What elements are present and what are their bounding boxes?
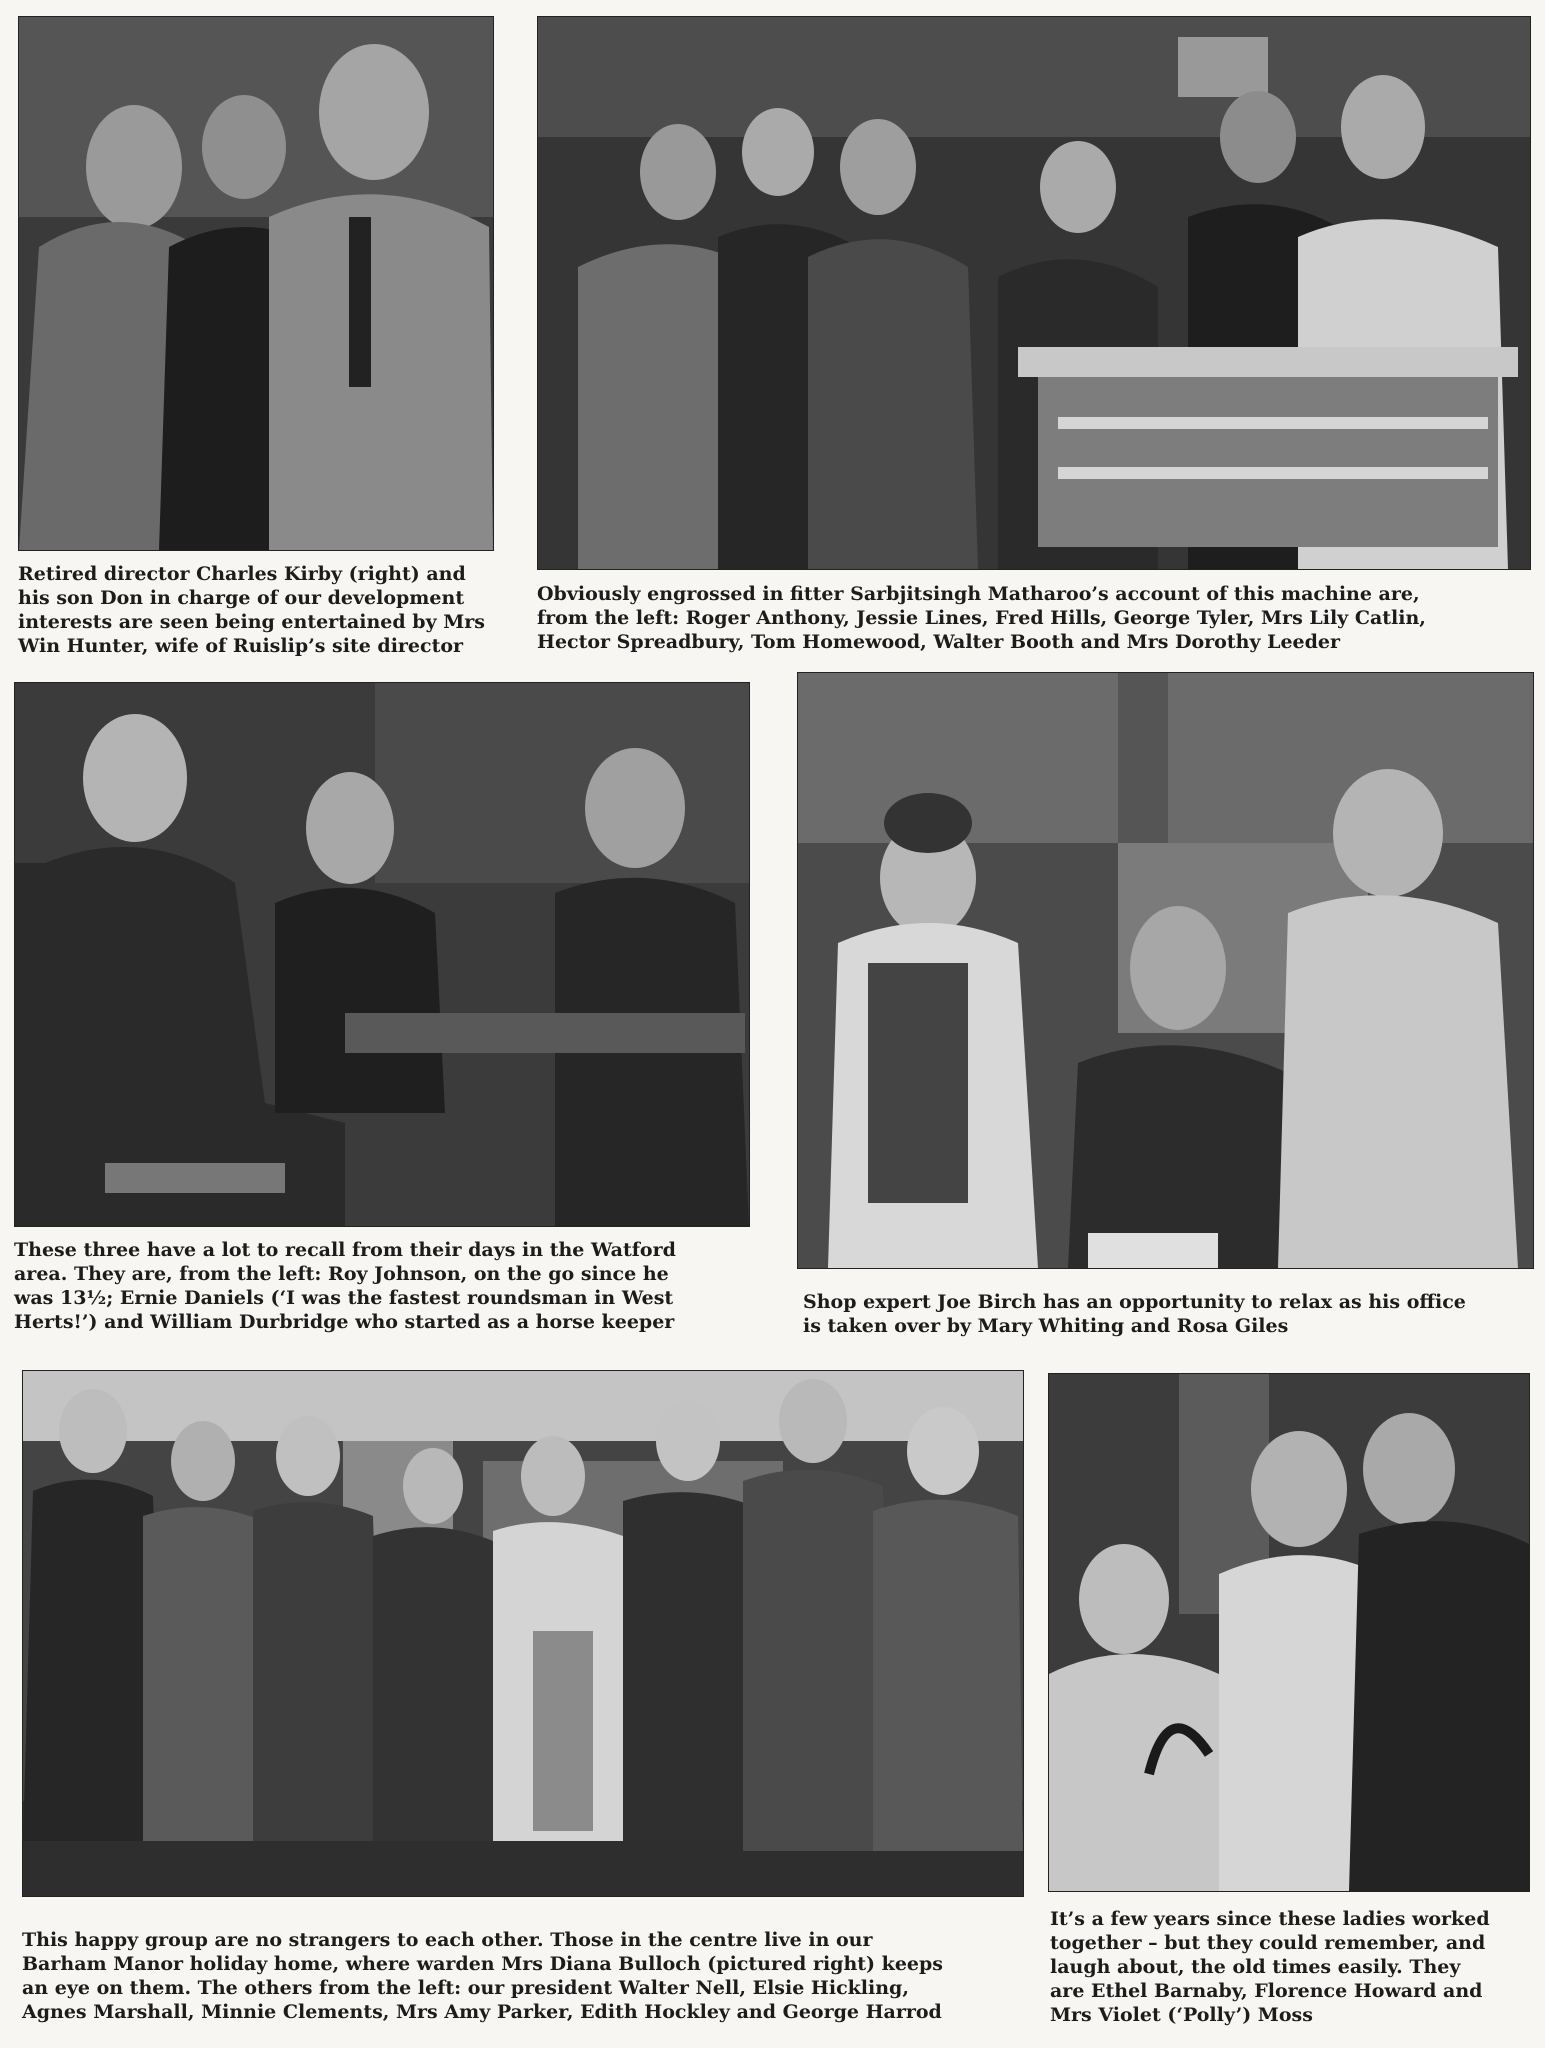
photo-machine [537, 16, 1531, 570]
caption-watford-line: was 13½; Ernie Daniels (‘I was the fastest roundsman in West [14, 1287, 674, 1309]
photo-watford [14, 682, 750, 1227]
caption-machine-line: from the left: Roger Anthony, Jessie Lines, Fred Hills, George Tyler, Mrs Lily Catlin, [537, 607, 1426, 629]
photo-kirby [18, 16, 494, 551]
caption-barham-line: Agnes Marshall, Minnie Clements, Mrs Amy Parker, Edith Hockley and George Harrod [22, 2001, 942, 2023]
caption-watford-line: area. They are, from the left: Roy Johnson, on the go since he [14, 1263, 669, 1285]
caption-machine-line: Hector Spreadbury, Tom Homewood, Walter Booth and Mrs Dorothy Leeder [537, 631, 1341, 653]
caption-barham-line: This happy group are no strangers to each other. Those in the centre live in our [22, 1929, 873, 1951]
caption-ladies-line: are Ethel Barnaby, Florence Howard and [1050, 1980, 1483, 2002]
caption-kirby-line: his son Don in charge of our development [18, 587, 465, 609]
caption-barham-line: Barham Manor holiday home, where warden Mrs Diana Bulloch (pictured right) keeps [22, 1953, 943, 1975]
photo-barham-image [23, 1371, 1023, 1896]
caption-watford [14, 1238, 774, 1334]
caption-ladies-line: together – but they could remember, and [1050, 1932, 1486, 1954]
photo-shop [797, 672, 1534, 1269]
photo-machine-image [538, 17, 1530, 569]
caption-barham-line: an eye on them. The others from the left: our president Walter Nell, Elsie Hickling, [22, 1977, 909, 1999]
caption-kirby-line: Retired director Charles Kirby (right) and [18, 563, 466, 585]
caption-ladies-line: laugh about, the old times easily. They [1050, 1956, 1461, 1978]
photo-barham [22, 1370, 1024, 1897]
caption-shop-line: is taken over by Mary Whiting and Rosa Giles [803, 1315, 1289, 1337]
caption-ladies-line: Mrs Violet (‘Polly’) Moss [1050, 2004, 1313, 2026]
photo-ladies [1048, 1373, 1530, 1892]
caption-machine-line: Obviously engrossed in fitter Sarbjitsingh Matharoo’s account of this machine are, [537, 583, 1420, 605]
caption-ladies-line: It’s a few years since these ladies worked [1050, 1908, 1490, 1930]
caption-machine [537, 582, 1529, 654]
photo-watford-image [15, 683, 749, 1226]
caption-watford-line: These three have a lot to recall from their days in the Watford [14, 1239, 676, 1261]
caption-shop-line: Shop expert Joe Birch has an opportunity to relax as his office [803, 1291, 1466, 1313]
caption-shop [803, 1290, 1533, 1338]
caption-ladies [1050, 1907, 1530, 2027]
caption-kirby [18, 562, 508, 658]
caption-kirby-line: Win Hunter, wife of Ruislip’s site director [18, 635, 464, 657]
caption-barham [22, 1928, 1032, 2024]
caption-watford-line: Herts!’) and William Durbridge who started as a horse keeper [14, 1311, 675, 1333]
photo-ladies-image [1049, 1374, 1529, 1891]
caption-kirby-line: interests are seen being entertained by Mrs [18, 611, 485, 633]
photo-shop-image [798, 673, 1533, 1268]
photo-kirby-image [19, 17, 493, 550]
